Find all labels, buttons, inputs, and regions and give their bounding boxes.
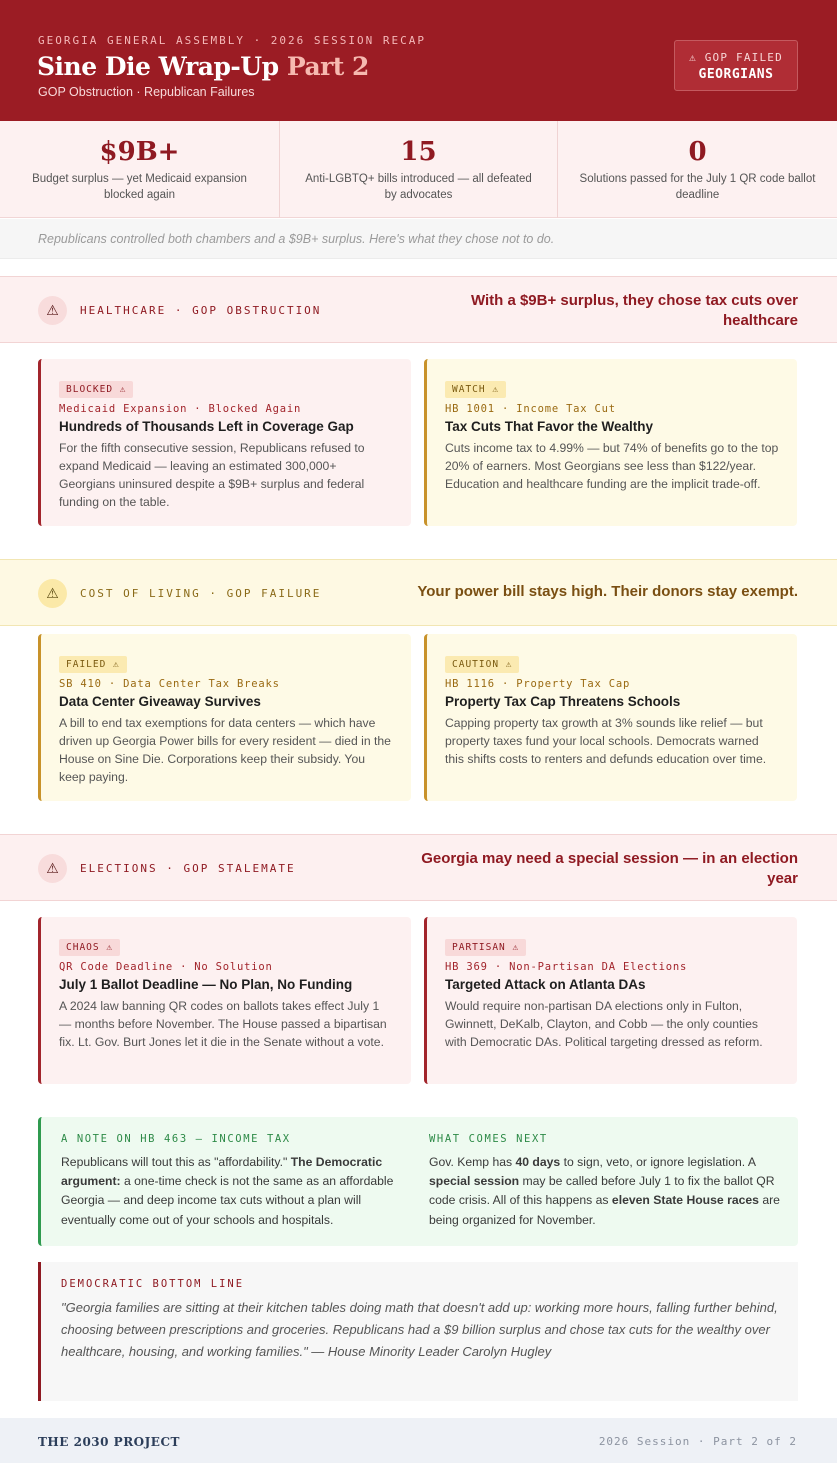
card-pill: CAUTION ⚠ [445, 656, 519, 673]
card-body: Capping property tax growth at 3% sounds like relief — but property taxes fund your local schools. Democrats warned this shifts costs to renters and defunds education over time. [445, 716, 767, 766]
card-kicker: QR Code Deadline · No Solution [59, 961, 273, 973]
note-emphasis: special session [429, 1174, 520, 1189]
card-hb369 [424, 917, 797, 1084]
section-header-elections [0, 834, 837, 901]
note-what-next [429, 1133, 781, 1230]
page-footer [0, 1418, 837, 1463]
bottom-line-heading: DEMOCRATIC BOTTOM LINE [61, 1278, 245, 1290]
card-pill: CHAOS ⚠ [59, 939, 120, 956]
header-eyebrow: GEORGIA GENERAL ASSEMBLY · 2026 SESSION RECAP [38, 34, 427, 47]
stat-value: 15 [400, 137, 437, 167]
warning-icon: ⚠ [38, 854, 67, 883]
section-tagline: Georgia may need a special session — in an election year [421, 850, 798, 887]
card-title: Targeted Attack on Atlanta DAs [445, 977, 646, 992]
card-kicker: HB 1001 · Income Tax Cut [445, 403, 616, 415]
section-tagline: With a $9B+ surplus, they chose tax cuts over healthcare [470, 292, 798, 329]
note-text: may be called before July 1 to fix the ballot QR code crisis. All of this happens as [429, 1174, 775, 1208]
card-body: Cuts income tax to 4.99% — but 74% of benefits go to the top 20% of earners. Most Georgians see less than $122/year. Education and healthcare funding are the implicit trade-off. [445, 441, 779, 491]
stat-label: Budget surplus — yet Medicaid expansion blocked again [32, 173, 247, 201]
warning-icon: ⚠ [38, 579, 67, 608]
card-title: Tax Cuts That Favor the Wealthy [445, 419, 654, 434]
card-kicker: HB 1116 · Property Tax Cap [445, 678, 631, 690]
card-sb410 [38, 634, 411, 801]
card-pill: PARTISAN ⚠ [445, 939, 526, 956]
bottom-line-quote [38, 1262, 798, 1401]
status-badge [674, 40, 798, 91]
note-body [61, 1153, 413, 1230]
note-heading: WHAT COMES NEXT [429, 1133, 548, 1145]
stat-label: Anti-LGBTQ+ bills introduced — all defeated by advocates [305, 173, 532, 201]
badge-line1: ⚠ GOP FAILED [689, 51, 783, 64]
card-hb1001 [424, 359, 797, 526]
card-title: Data Center Giveaway Survives [59, 694, 261, 709]
note-emphasis: eleven State House races [611, 1193, 759, 1208]
stat-label: Solutions passed for the July 1 QR code ballot deadline [579, 173, 816, 201]
page-header [0, 0, 837, 121]
card-title: July 1 Ballot Deadline — No Plan, No Funding [59, 977, 353, 992]
page-title [37, 52, 369, 81]
badge-line2: GEORGIANS [698, 67, 774, 82]
section-header-cost-of-living [0, 559, 837, 626]
stat-surplus [0, 121, 279, 218]
card-kicker: SB 410 · Data Center Tax Breaks [59, 678, 280, 690]
card-pill: FAILED ⚠ [59, 656, 127, 673]
stat-solutions [557, 121, 837, 218]
note-text: a one-time check is not the same as an affordable Georgia — and deep income tax cuts without a plan will eventually come out of your schools and hospitals. [61, 1174, 394, 1227]
footer-brand: THE 2030 PROJECT [38, 1435, 180, 1449]
note-hb463 [61, 1133, 413, 1230]
section-label: HEALTHCARE · GOP OBSTRUCTION [80, 304, 322, 317]
section-label: ELECTIONS · GOP STALEMATE [80, 862, 296, 875]
note-text: to sign, veto, or ignore legislation. A [560, 1155, 756, 1169]
note-heading: A NOTE ON HB 463 — INCOME TAX [61, 1133, 291, 1145]
note-body [429, 1153, 781, 1230]
card-qr-deadline [38, 917, 411, 1084]
warning-icon: ⚠ [38, 296, 67, 325]
note-emphasis: 40 days [515, 1155, 561, 1169]
title-accent: Part 2 [286, 52, 369, 81]
intro-strip [0, 219, 837, 259]
section-label: COST OF LIVING · GOP FAILURE [80, 587, 322, 600]
stat-value: 0 [688, 137, 707, 167]
note-text: are being organized for November. [429, 1193, 780, 1227]
card-title: Hundreds of Thousands Left in Coverage Gap [59, 419, 354, 434]
page-subtitle: GOP Obstruction · Republican Failures [38, 85, 255, 99]
section-tagline: Your power bill stays high. Their donors stay exempt. [417, 583, 798, 600]
title-main: Sine Die Wrap-Up [37, 52, 279, 81]
card-pill: WATCH ⚠ [445, 381, 506, 398]
card-body: For the fifth consecutive session, Republicans refused to expand Medicaid — leaving an estimated 300,000+ Georgians uninsured despite a $9B+ surplus and federal funding on the table. [59, 441, 365, 509]
notes-box [38, 1117, 798, 1246]
card-body: A 2024 law banning QR codes on ballots takes effect July 1 — months before November. The House passed a bipartisan fix. Lt. Gov. Burt Jones let it die in the Senate without a vote. [59, 999, 387, 1049]
card-body: A bill to end tax exemptions for data centers — which have driven up Georgia Power bills for every resident — died in the House on Sine Die. Corporations keep their subsidy. You keep paying. [59, 716, 391, 784]
note-text: Gov. Kemp has [429, 1155, 516, 1169]
stat-value: $9B+ [99, 137, 180, 167]
card-kicker: Medicaid Expansion · Blocked Again [59, 403, 302, 415]
card-medicaid [38, 359, 411, 526]
intro-text: Republicans controlled both chambers and a $9B+ surplus. Here's what they chose not to do. [38, 232, 555, 246]
note-emphasis: The Democratic argument: [61, 1155, 383, 1189]
stats-row [0, 121, 837, 218]
bottom-line-text: "Georgia families are sitting at their kitchen tables doing math that doesn't add up: working more hours, falling further behind, choosing between prescriptions and groceries. Republicans had a $9 billion surplus and chose tax cuts for the wealthy over healthcare, housing, and working families." — House Minority Leader Carolyn Hugley [61, 1300, 778, 1359]
card-kicker: HB 369 · Non-Partisan DA Elections [445, 961, 688, 973]
note-text: Republicans will tout this as "affordability." [61, 1155, 291, 1169]
card-body: Would require non-partisan DA elections only in Fulton, Gwinnett, DeKalb, Clayton, and Cobb — the only counties with Democratic DAs. Political targeting dressed as reform. [445, 999, 763, 1049]
card-pill: BLOCKED ⚠ [59, 381, 133, 398]
stat-lgbtq-bills [279, 121, 557, 218]
card-hb1116 [424, 634, 797, 801]
card-title: Property Tax Cap Threatens Schools [445, 694, 681, 709]
footer-page-indicator: 2026 Session · Part 2 of 2 [598, 1435, 797, 1448]
section-header-healthcare [0, 276, 837, 343]
